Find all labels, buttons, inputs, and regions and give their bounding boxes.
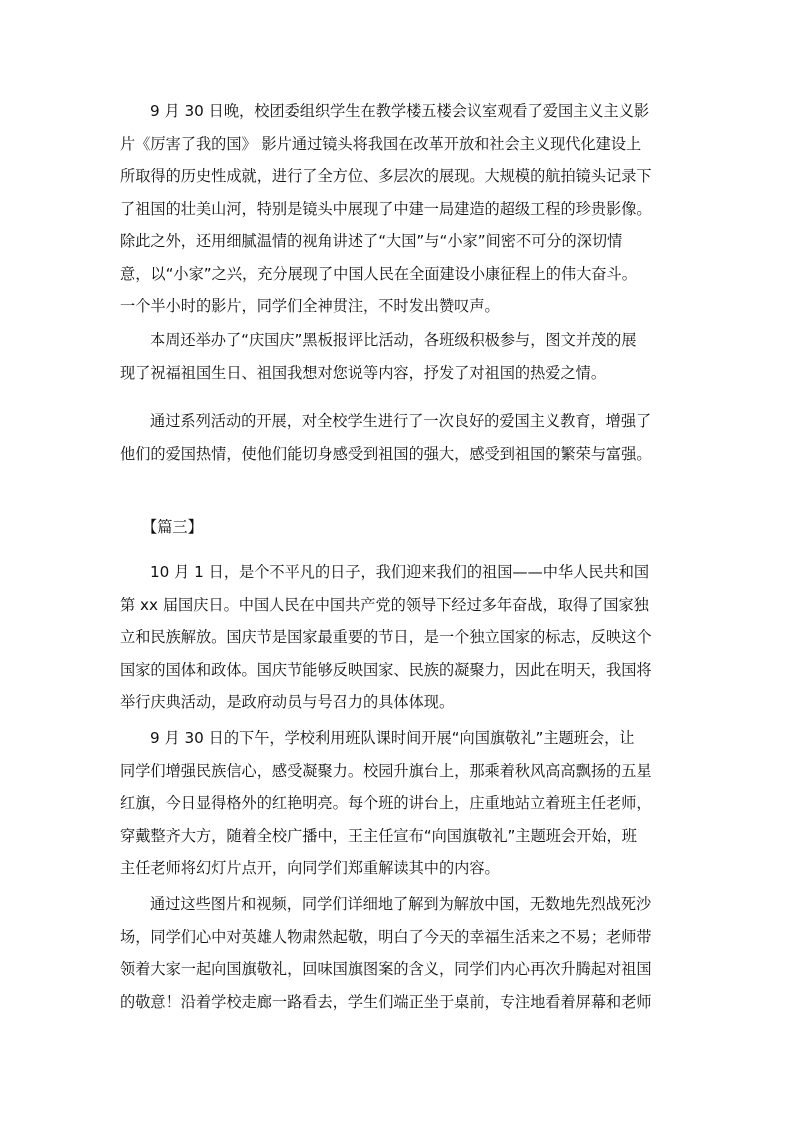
text-line: 意，以“小家”之兴，充分展现了中国人民在全面建设小康征程上的伟大奋斗。 — [120, 264, 637, 283]
text-line: 一个半小时的影片，同学们全神贯注，不时发出赞叹声。 — [120, 297, 500, 315]
text-line: 穿戴整齐大方，随着全校广播中，王主任宣布“向国旗敬礼”主题班会开始，班 — [120, 826, 637, 845]
text-line: 立和民族解放。国庆节是国家最重要的节日，是一个独立国家的标志，反映这个 — [120, 628, 652, 646]
paragraph-conclusion — [120, 405, 676, 470]
text-line: 第 xx 届国庆日。中国人民在中国共产党的领导下经过多年奋战，取得了国家独 — [120, 595, 649, 614]
text-line: 9 月 30 日的下午，学校利用班队课时间开展“向国旗敬礼”主题班会，让 — [150, 729, 635, 747]
paragraph-national-day — [120, 556, 676, 719]
text-line: 的敬意！沿着学校走廊一路看去，学生们端正坐于桌前，专注地看着屏幕和老师 — [120, 992, 652, 1011]
text-line: 举行庆典活动，是政府动员与号召力的具体体现。 — [120, 693, 455, 711]
text-line: 同学们增强民族信心，感受凝聚力。校园升旗台上，那乘着秋风高高飘扬的五星 — [120, 761, 652, 780]
text-line: 本周还举办了“庆国庆”黑板报评比活动，各班级积极参与，图文并茂的展 — [150, 331, 637, 349]
text-line: 片《厉害了我的国》 影片通过镜头将我国在改革开放和社会主义现代化建设上 — [120, 134, 642, 153]
paragraph-blackboard-contest — [120, 324, 676, 389]
paragraph-class-meeting — [120, 722, 676, 885]
text-line: 领着大家一起向国旗敬礼，回味国旗图案的含义，同学们内心再次升腾起对祖国 — [120, 960, 652, 978]
text-line: 主任老师将幻灯片点开，向同学们郑重解读其中的内容。 — [120, 859, 500, 877]
text-line: 除此之外，还用细腻温情的视角讲述了“大国”与“小家”间密不可分的深切情 — [120, 232, 623, 250]
paragraph-pictures-videos — [120, 888, 676, 1018]
text-line: 通过这些图片和视频，同学们详细地了解到为解放中国，无数地先烈战死沙 — [150, 895, 652, 913]
text-line: 所取得的历史性成就，进行了全方位、多层次的展现。大规模的航拍镜头记录下 — [120, 167, 652, 185]
text-line: 他们的爱国热情，使他们能切身感受到祖国的强大，感受到祖国的繁荣与富强。 — [120, 444, 652, 463]
section-heading: 【篇三】 — [142, 518, 203, 536]
text-line: 红旗，今日显得格外的红艳明亮。每个班的讲台上，庄重地站立着班主任老师， — [120, 794, 652, 812]
paragraph-film-viewing — [120, 95, 676, 323]
text-line: 国家的国体和政体。国庆节能够反映国家、民族的凝聚力，因此在明天，我国将 — [120, 660, 652, 679]
text-line: 10 月 1 日，是个不平凡的日子，我们迎来我们的祖国——中华人民共和国 — [150, 563, 650, 581]
text-line: 场，同学们心中对英雄人物肃然起敬，明白了今天的幸福生活来之不易；老师带 — [120, 927, 652, 946]
text-line: 现了祝福祖国生日、祖国我想对您说等内容，抒发了对祖国的热爱之情。 — [120, 363, 606, 382]
text-line: 通过系列活动的开展，对全校学生进行了一次良好的爱国主义教育，增强了 — [150, 412, 652, 430]
text-line: 9 月 30 日晚，校团委组织学生在教学楼五楼会议室观看了爱国主义主义影 — [150, 102, 650, 120]
text-line: 了祖国的壮美山河，特别是镜头中展现了中建一局建造的超级工程的珍贵影像。 — [120, 199, 652, 218]
